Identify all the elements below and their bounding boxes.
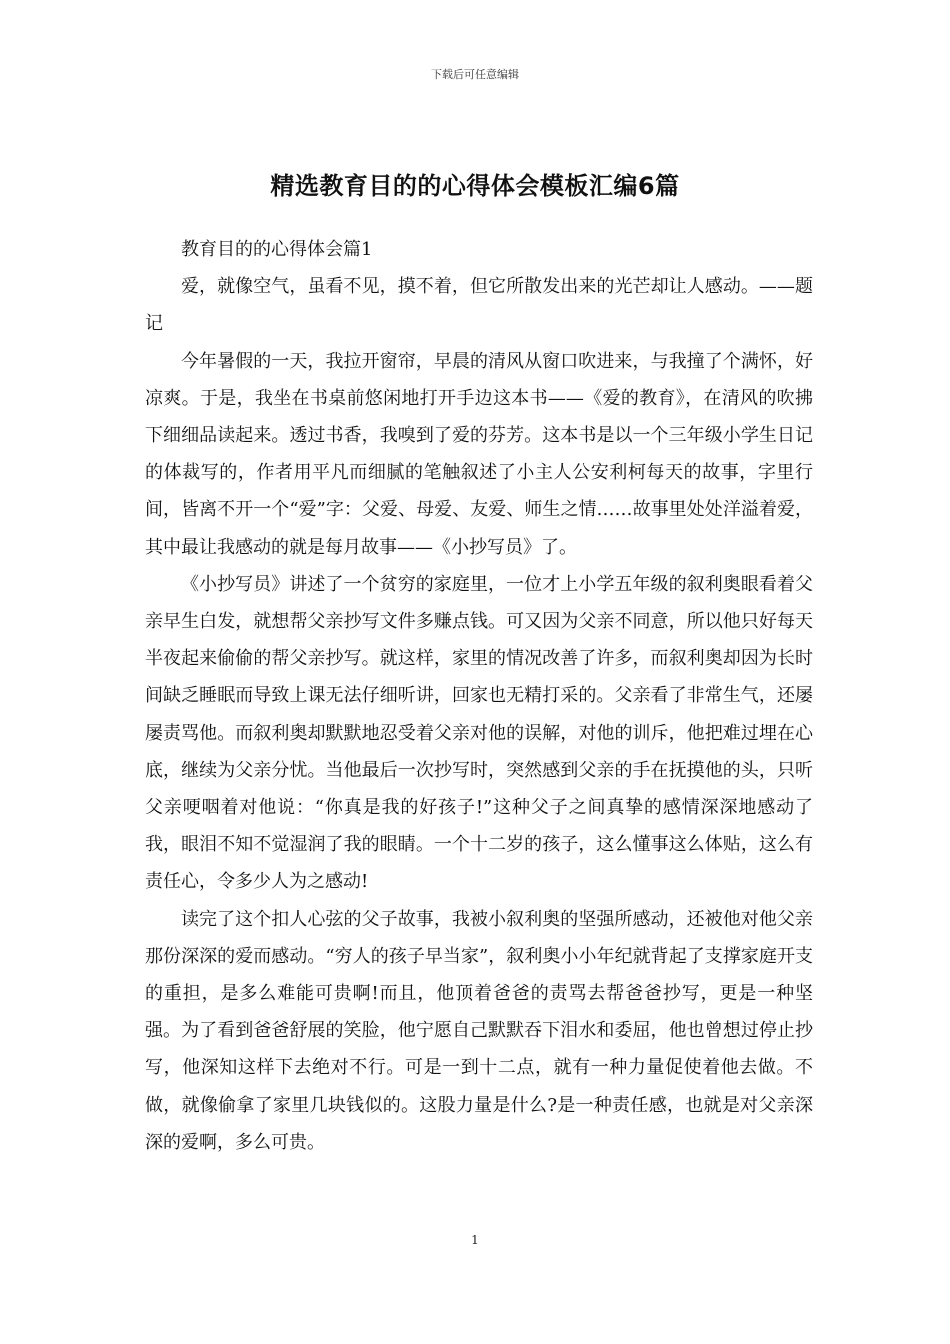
paragraph-intro: 今年暑假的一天，我拉开窗帘，早晨的清风从窗口吹进来，与我撞了个满怀，好凉爽。于是，我坐在书桌前悠闲地打开手边这本书——《爱的教育》，在清风的吹拂下细细品读起来。透过书香，我嗅到了爱的芬芳。这本书是以一个三年级小学生日记的体裁写的，作者用平凡而细腻的笔触叙述了小主人公安利柯每天的故事，字里行间，皆离不开一个“爱”字：父爱、母爱、友爱、师生之情……故事里处处洋溢着爱，其中最让我感动的就是每月故事——《小抄写员》了。 [145, 350, 813, 558]
paragraph-story: 《小抄写员》讲述了一个贫穷的家庭里，一位才上小学五年级的叙利奥眼看着父亲早生白发，就想帮父亲抄写文件多赚点钱。可又因为父亲不同意，所以他只好每天半夜起来偷偷的帮父亲抄写。就这样，家里的情况改善了许多，而叙利奥却因为长时间缺乏睡眠而导致上课无法仔细听讲，回家也无精打采的。父亲看了非常生气，还屡屡责骂他。而叙利奥却默默地忍受着父亲对他的误解，对他的训斥，他把难过埋在心底，继续为父亲分忧。当他最后一次抄写时，突然感到父亲的手在抚摸他的头，只听父亲哽咽着对他说：“你真是我的好孩子!”这种父子之间真挚的感情深深地感动了我，眼泪不知不觉湿润了我的眼睛。一个十二岁的孩子，这么懂事这么体贴，这么有责任心，令多少人为之感动! [145, 573, 813, 893]
document-body [145, 231, 813, 1161]
page-number: 1 [471, 1233, 479, 1247]
paragraph-reflection: 读完了这个扣人心弦的父子故事，我被小叙利奥的坚强所感动，还被他对他父亲那份深深的爱而感动。“穷人的孩子早当家”，叙利奥小小年纪就背起了支撑家庭开支的重担，是多么难能可贵啊!而且，他顶着爸爸的责骂去帮爸爸抄写，更是一种坚强。为了看到爸爸舒展的笑脸，他宁愿自己默默吞下泪水和委屈，他也曾想过停止抄写，他深知这样下去绝对不行。可是一到十二点，就有一种力量促使着他去做。不做，就像偷拿了家里几块钱似的。这股力量是什么?是一种责任感，也就是对父亲深深的爱啊，多么可贵。 [145, 908, 813, 1153]
document-title: 精选教育目的的心得体会模板汇编6篇 [270, 172, 680, 201]
paragraph-epigraph: 爱，就像空气，虽看不见，摸不着，但它所散发出来的光芒却让人感动。——题记 [145, 276, 813, 335]
header-note: 下载后可任意编辑 [431, 68, 519, 81]
section-title: 教育目的的心得体会篇1 [181, 239, 373, 260]
